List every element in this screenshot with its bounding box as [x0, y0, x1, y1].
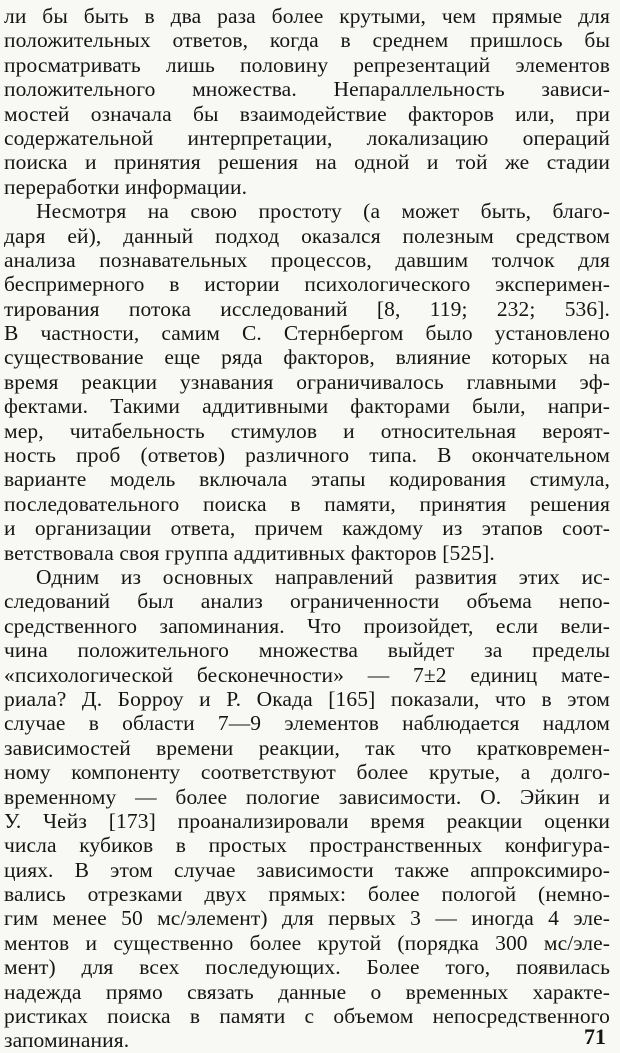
text-line: зависимостей времени реакции, так что кратковремен- — [4, 735, 610, 760]
text-line: запоминания. — [4, 1028, 130, 1053]
text-line: надежда прямо связать данные о временных характе- — [4, 979, 610, 1004]
text-line: числа кубиков в простых пространственных конфигура- — [4, 833, 610, 858]
text-line: варианте модель включала этапы кодирования стимула, — [4, 467, 610, 492]
text-line: беспримерного в истории психологического эксперимен- — [4, 272, 610, 297]
text-line: мер, читабельность стимулов и относительная вероят- — [4, 418, 610, 443]
text-line: средственного запоминания. Что произойдет, если вели- — [4, 613, 610, 638]
text-line: случае в области 7—9 элементов наблюдается надлом — [4, 711, 610, 736]
text-line: ристиках поиска в памяти с объемом непосредственного — [4, 1004, 610, 1029]
paragraph — [4, 4, 610, 199]
text-line: ментов и существенно более крутой (порядка 300 мс/эле- — [4, 930, 610, 955]
text-line: анализа познавательных процессов, давшим толчок для — [4, 247, 610, 272]
text-line: просматривать лишь половину репрезентаций элементов — [4, 52, 610, 77]
text-line: ность проб (ответов) различного типа. В окончательном — [4, 443, 610, 468]
text-line: «психологической бесконечности» — 7±2 единиц мате- — [4, 662, 610, 687]
text-line: гим менее 50 мс/элемент) для первых 3 — иногда 4 эле- — [4, 906, 610, 931]
text-line: вались отрезками двух прямых: более пологой (немно- — [4, 882, 610, 907]
text-line: У. Чейз [173] проанализировали время реакции оценки — [4, 808, 610, 833]
text-line: содержательной интерпретации, локализацию операций — [4, 125, 610, 150]
text-line: чина положительного множества выйдет за пределы — [4, 638, 610, 663]
text-line: существование еще ряда факторов, влияние которых на — [4, 345, 610, 370]
paragraph — [4, 565, 610, 1053]
text-line: ветствовала своя группа аддитивных факторов [525]. — [4, 540, 495, 565]
text-line: положительных ответов, когда в среднем пришлось бы — [4, 28, 610, 53]
text-line: мент) для всех последующих. Более того, появилась — [4, 955, 610, 980]
body-text — [4, 4, 610, 1053]
text-line: и организации ответа, причем каждому из этапов соот- — [4, 516, 610, 541]
text-line: даря ей), данный подход оказался полезным средством — [4, 223, 610, 248]
text-line: переработки информации. — [4, 174, 248, 199]
text-line: последовательного поиска в памяти, принятия решения — [4, 491, 610, 516]
paragraph — [4, 199, 610, 565]
text-line: поиска и принятия решения на одной и той же стадии — [4, 150, 610, 175]
text-line: время реакции узнавания ограничивалось главными эф- — [4, 369, 610, 394]
text-line: фектами. Такими аддитивными факторами были, напри- — [4, 394, 610, 419]
text-line: ли бы быть в два раза более крутыми, чем прямые для — [4, 4, 610, 28]
text-line: тирования потока исследований [8, 119; 232; 536]. — [4, 296, 610, 321]
text-line: В частности, самим С. Стернбергом было установлено — [4, 321, 610, 346]
text-line: ному компоненту соответствуют более крутые, а долго- — [4, 760, 610, 785]
text-line: риала? Д. Борроу и Р. Окада [165] показали, что в этом — [4, 686, 610, 711]
page-number: 71 — [584, 1024, 606, 1049]
text-line: мостей означала бы взаимодействие факторов или, при — [4, 101, 610, 126]
text-line: следований был анализ ограниченности объема непо- — [4, 589, 610, 614]
text-line: временному — более пологие зависимости. О. Эйкин и — [4, 784, 610, 809]
text-line: циях. В этом случае зависимости также аппроксимиро- — [4, 857, 610, 882]
text-line: Несмотря на свою простоту (а может быть, благо- — [36, 199, 610, 224]
text-line: положительного множества. Непараллельность зависи- — [4, 77, 610, 102]
text-line: Одним из основных направлений развития этих ис- — [36, 564, 610, 589]
